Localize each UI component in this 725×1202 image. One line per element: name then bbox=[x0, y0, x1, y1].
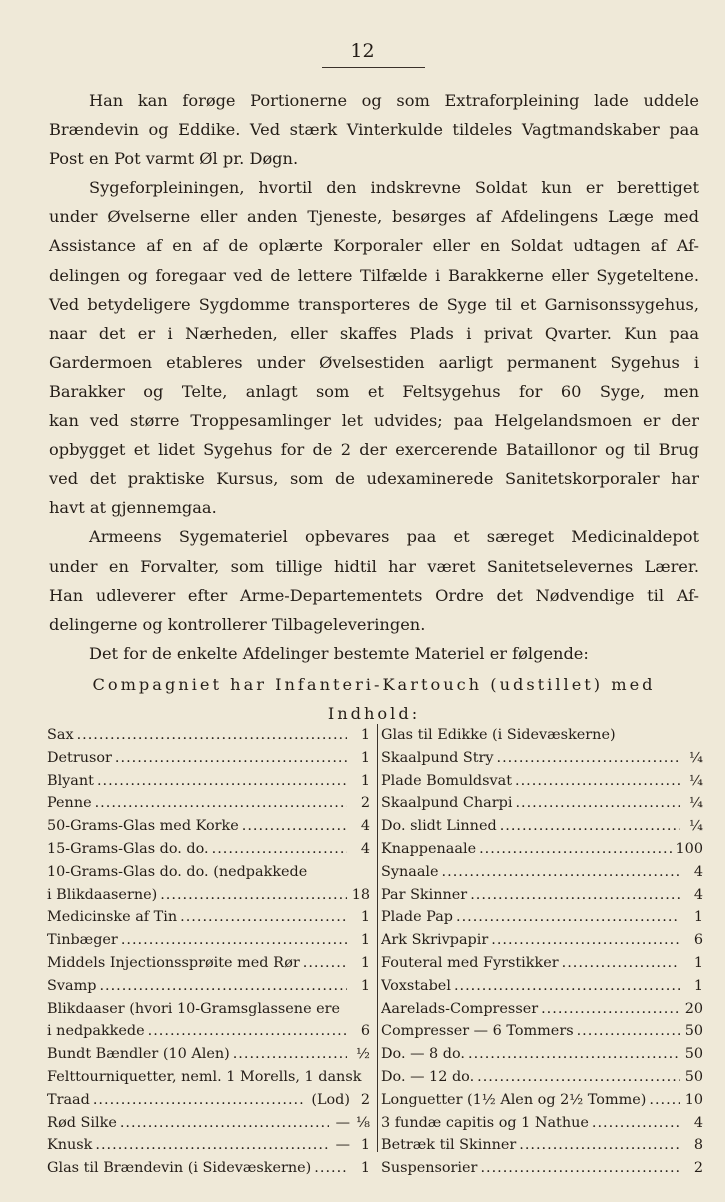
item-name: Felttourniquetter, neml. 1 Morells, 1 dansk bbox=[47, 1068, 362, 1085]
leader-dots bbox=[303, 952, 347, 975]
item-quantity: 2 bbox=[693, 1160, 703, 1177]
item-unit: — bbox=[335, 1114, 350, 1131]
list-item bbox=[47, 838, 370, 861]
item-quantity bbox=[350, 861, 370, 884]
leader-dots bbox=[77, 724, 347, 747]
leader-dots bbox=[562, 952, 680, 975]
list-item bbox=[381, 1089, 703, 1112]
list-item bbox=[381, 952, 703, 975]
item-name: 3 fundæ capitis og 1 Nathue bbox=[381, 1114, 589, 1131]
item-name: Do. — 8 do. bbox=[381, 1046, 465, 1063]
item-quantity: 18 bbox=[351, 886, 370, 903]
paragraph-2-line-12: havt at gjennemgaa. bbox=[49, 498, 217, 518]
list-item bbox=[381, 770, 703, 793]
leader-dots bbox=[477, 1066, 680, 1089]
item-quantity: 4 bbox=[360, 818, 370, 835]
paragraph-2-line-8: Barakker og Telte, anlagt som et Feltsygehus for 60 Syge, men bbox=[49, 381, 699, 401]
paragraph-1-line-3: Post en Pot varmt Øl pr. Døgn. bbox=[49, 149, 299, 169]
item-name: 15-Grams-Glas do. do. bbox=[47, 840, 209, 857]
list-item bbox=[381, 1112, 703, 1135]
paragraph-2-line-4: delingen og foregaar ved de lettere Tilfælde i Barakkerne eller Sygeteltene. bbox=[49, 265, 699, 285]
paragraph-2-line-9: kan ved større Troppesamlinger let udvides; paa Helgelandsmoen er der bbox=[49, 411, 699, 431]
item-name: Traad bbox=[47, 1091, 90, 1108]
list-heading: Compagniet har Infanteri-Kartouch (udstillet) med Indhold: bbox=[92, 674, 656, 723]
item-name: i Blikdaaserne) bbox=[47, 886, 158, 903]
right-column bbox=[377, 724, 703, 1177]
item-name: Do. — 12 do. bbox=[381, 1068, 475, 1085]
item-name: Rød Silke bbox=[47, 1114, 117, 1131]
item-name: Compresser — 6 Tommers bbox=[381, 1023, 574, 1040]
leader-dots bbox=[480, 1157, 680, 1180]
item-quantity: 1 bbox=[360, 932, 370, 949]
item-quantity: 1 bbox=[360, 772, 370, 789]
list-item bbox=[381, 838, 703, 861]
list-item bbox=[47, 747, 370, 770]
list-item bbox=[47, 1020, 370, 1043]
paragraph-2-line-5: Ved betydeligere Sygdomme transporteres de Syge til et Garnisonssygehus, bbox=[49, 294, 699, 314]
item-quantity: 8 bbox=[693, 1137, 703, 1154]
leader-dots bbox=[500, 815, 680, 838]
item-quantity: 50 bbox=[684, 1023, 703, 1040]
page-number: 12 bbox=[350, 40, 375, 62]
item-quantity: 10 bbox=[684, 1091, 703, 1108]
item-quantity: 6 bbox=[693, 932, 703, 949]
list-item bbox=[47, 815, 370, 838]
leader-dots bbox=[479, 838, 672, 861]
list-item bbox=[47, 952, 370, 975]
leader-dots bbox=[541, 998, 680, 1021]
item-name: Bundt Bændler (10 Alen) bbox=[47, 1046, 230, 1063]
leader-dots bbox=[577, 1020, 680, 1043]
list-item bbox=[47, 1134, 370, 1157]
list-item bbox=[47, 1089, 370, 1112]
list-item bbox=[381, 1157, 703, 1180]
paragraph-1-line-2: Brændevin og Eddike. Ved stærk Vinterkulde tildeles Vagtmandskaber paa bbox=[49, 120, 699, 140]
item-quantity: 4 bbox=[360, 840, 370, 857]
item-quantity: 1 bbox=[360, 977, 370, 994]
paragraph-2-line-1: Sygeforpleiningen, hvortil den indskrevne Soldat kun er berettiget bbox=[89, 178, 699, 198]
paragraph-1-line-1: Han kan forøge Portionerne og som Extraforpleining lade uddele bbox=[89, 91, 699, 110]
list-item bbox=[381, 724, 703, 747]
item-name: 50-Grams-Glas med Korke bbox=[47, 818, 239, 835]
item-name: i nedpakkede bbox=[47, 1023, 145, 1040]
item-name: Voxstabel bbox=[381, 977, 451, 994]
leader-dots bbox=[314, 1157, 347, 1180]
item-quantity: 1 bbox=[360, 954, 370, 971]
item-quantity: ¼ bbox=[689, 749, 703, 766]
paragraph-2-line-11: ved det praktiske Kursus, som de udexaminerede Sanitetskorporaler har bbox=[49, 469, 699, 489]
item-name: Medicinske af Tin bbox=[47, 909, 178, 926]
leader-dots bbox=[343, 998, 347, 1021]
item-quantity: 1 bbox=[360, 727, 370, 743]
item-quantity: ⅛ bbox=[356, 1114, 370, 1131]
leader-dots bbox=[491, 929, 680, 952]
leader-dots bbox=[468, 1043, 680, 1066]
item-quantity: 1 bbox=[693, 909, 703, 926]
item-name: Plade Bomuldsvat bbox=[381, 772, 513, 789]
item-name: Penne bbox=[47, 795, 92, 812]
leader-dots bbox=[310, 861, 347, 884]
item-quantity bbox=[683, 724, 703, 747]
leader-dots bbox=[470, 884, 680, 907]
list-item bbox=[47, 770, 370, 793]
leader-dots bbox=[95, 792, 347, 815]
list-item bbox=[381, 1066, 703, 1089]
paragraph-3-line-2: under en Forvalter, som tillige hidtil har været Sanitetselevernes Lærer. bbox=[49, 556, 699, 576]
paragraph-2-line-7: Gardermoen etableres under Øvelsestiden aarligt permanent Sygehus i bbox=[49, 352, 699, 372]
item-quantity: 2 bbox=[360, 795, 370, 812]
item-name: Blyant bbox=[47, 772, 94, 789]
leader-dots bbox=[212, 838, 347, 861]
leader-dots bbox=[454, 975, 680, 998]
list-item bbox=[381, 1020, 703, 1043]
item-name: Plade Pap bbox=[381, 909, 453, 926]
item-name: Middels Injectionssprøite med Rør bbox=[47, 954, 300, 971]
list-item bbox=[381, 975, 703, 998]
leader-dots bbox=[120, 1112, 329, 1135]
item-quantity: ¼ bbox=[689, 795, 703, 812]
item-name: Longuetter (1½ Alen og 2½ Tomme) bbox=[381, 1091, 647, 1108]
item-quantity: 2 bbox=[360, 1091, 370, 1108]
list-item bbox=[381, 861, 703, 884]
leader-dots bbox=[519, 1134, 680, 1157]
page-number-rule bbox=[322, 67, 425, 68]
item-quantity: ¼ bbox=[689, 772, 703, 789]
leader-dots bbox=[180, 906, 347, 929]
list-item bbox=[381, 998, 703, 1021]
list-item bbox=[47, 929, 370, 952]
item-quantity: 4 bbox=[693, 863, 703, 880]
list-item bbox=[381, 1134, 703, 1157]
list-item bbox=[47, 1043, 370, 1066]
item-quantity: 1 bbox=[693, 954, 703, 971]
paragraph-2-line-3: Assistance af en af de oplærte Korporaler eller en Soldat udtagen af Af- bbox=[49, 236, 699, 256]
leader-dots bbox=[148, 1020, 347, 1043]
item-quantity: 1 bbox=[360, 1160, 370, 1177]
item-quantity bbox=[367, 1066, 370, 1089]
list-item bbox=[47, 975, 370, 998]
list-item bbox=[47, 1066, 370, 1089]
item-name: Svamp bbox=[47, 977, 97, 994]
leader-dots bbox=[97, 770, 347, 793]
item-quantity bbox=[350, 998, 370, 1021]
leader-dots bbox=[456, 906, 680, 929]
item-quantity: 20 bbox=[684, 1000, 703, 1017]
leader-dots bbox=[497, 747, 680, 770]
item-unit: (Lod) bbox=[311, 1091, 350, 1108]
list-item bbox=[381, 884, 703, 907]
paragraph-4-line-1: Det for de enkelte Afdelinger bestemte Materiel er følgende: bbox=[89, 643, 589, 663]
leader-dots bbox=[95, 1134, 328, 1157]
item-name: Glas til Edikke (i Sidevæskerne) bbox=[381, 727, 616, 743]
leader-dots bbox=[115, 747, 347, 770]
list-item bbox=[381, 1043, 703, 1066]
list-item bbox=[381, 929, 703, 952]
list-item bbox=[47, 998, 370, 1021]
item-name: Par Skinner bbox=[381, 886, 468, 903]
paragraph-3-line-1: Armeens Sygemateriel opbevares paa et særeget Medicinaldepot bbox=[89, 527, 699, 547]
item-quantity: 100 bbox=[675, 840, 703, 857]
item-name: Sax bbox=[47, 727, 74, 743]
list-item bbox=[47, 884, 370, 907]
paragraph-3-line-3: Han udleverer efter Arme-Departementets Ordre det Nødvendige til Af- bbox=[49, 585, 699, 605]
list-item bbox=[381, 747, 703, 770]
item-quantity: 1 bbox=[693, 977, 703, 994]
paragraph-3-line-4: delingerne og kontrollerer Tilbageleveringen. bbox=[49, 614, 426, 634]
item-name: Fouteral med Fyrstikker bbox=[381, 954, 559, 971]
item-quantity: 1 bbox=[360, 749, 370, 766]
paragraph-2-line-10: opbygget et lidet Sygehus for de 2 der exercerende Bataillonor og til Brug bbox=[49, 440, 699, 460]
item-quantity: ½ bbox=[356, 1046, 370, 1063]
item-quantity: 4 bbox=[693, 886, 703, 903]
item-quantity: 6 bbox=[360, 1023, 370, 1040]
leader-dots bbox=[515, 770, 680, 793]
item-name: Ark Skrivpapir bbox=[381, 932, 489, 949]
leader-dots bbox=[442, 861, 680, 884]
item-name: Knusk bbox=[47, 1137, 93, 1154]
item-quantity: 1 bbox=[360, 1137, 370, 1154]
item-name: Suspensorier bbox=[381, 1160, 478, 1177]
item-name: Knappenaale bbox=[381, 840, 477, 857]
list-item bbox=[47, 792, 370, 815]
list-item bbox=[381, 792, 703, 815]
item-name: Do. slidt Linned bbox=[381, 818, 497, 835]
leader-dots bbox=[93, 1089, 304, 1112]
leader-dots bbox=[515, 792, 680, 815]
item-name: Skaalpund Charpi bbox=[381, 795, 513, 812]
list-item bbox=[47, 1112, 370, 1135]
item-name: 10-Grams-Glas do. do. (nedpakkede bbox=[47, 863, 308, 880]
paragraph-2-line-6: naar det er i Nærheden, eller skaffes Plads i privat Qvarter. Kun paa bbox=[49, 323, 699, 343]
item-name: Detrusor bbox=[47, 749, 112, 766]
body-text bbox=[49, 86, 699, 728]
leader-dots bbox=[619, 724, 680, 747]
list-item bbox=[47, 724, 370, 747]
leader-dots bbox=[233, 1043, 347, 1066]
leader-dots bbox=[160, 884, 347, 907]
paragraph-2-line-2: under Øvelserne eller anden Tjeneste, besørges af Afdelingens Læge med bbox=[49, 207, 699, 227]
list-item bbox=[381, 815, 703, 838]
left-column bbox=[47, 724, 370, 1180]
leader-dots bbox=[99, 975, 347, 998]
list-item bbox=[381, 906, 703, 929]
leader-dots bbox=[592, 1112, 680, 1135]
item-name: Betræk til Skinner bbox=[381, 1137, 517, 1154]
item-name: Aarelads-Compresser bbox=[381, 1000, 539, 1017]
item-name: Tinbæger bbox=[47, 932, 118, 949]
item-name: Blikdaaser (hvori 10-Gramsglassene ere bbox=[47, 1000, 341, 1017]
item-quantity: 1 bbox=[360, 909, 370, 926]
item-name: Synaale bbox=[381, 863, 439, 880]
leader-dots bbox=[649, 1089, 680, 1112]
list-item bbox=[47, 861, 370, 884]
item-quantity: 50 bbox=[684, 1046, 703, 1063]
leader-dots bbox=[242, 815, 347, 838]
list-item bbox=[47, 906, 370, 929]
item-quantity: 50 bbox=[684, 1068, 703, 1085]
list-item bbox=[47, 1157, 370, 1180]
item-name: Skaalpund Stry bbox=[381, 749, 494, 766]
item-quantity: ¼ bbox=[689, 818, 703, 835]
item-unit: — bbox=[335, 1137, 350, 1154]
item-quantity: 4 bbox=[693, 1114, 703, 1131]
item-name: Glas til Brændevin (i Sidevæskerne) bbox=[47, 1160, 312, 1177]
leader-dots bbox=[121, 929, 347, 952]
